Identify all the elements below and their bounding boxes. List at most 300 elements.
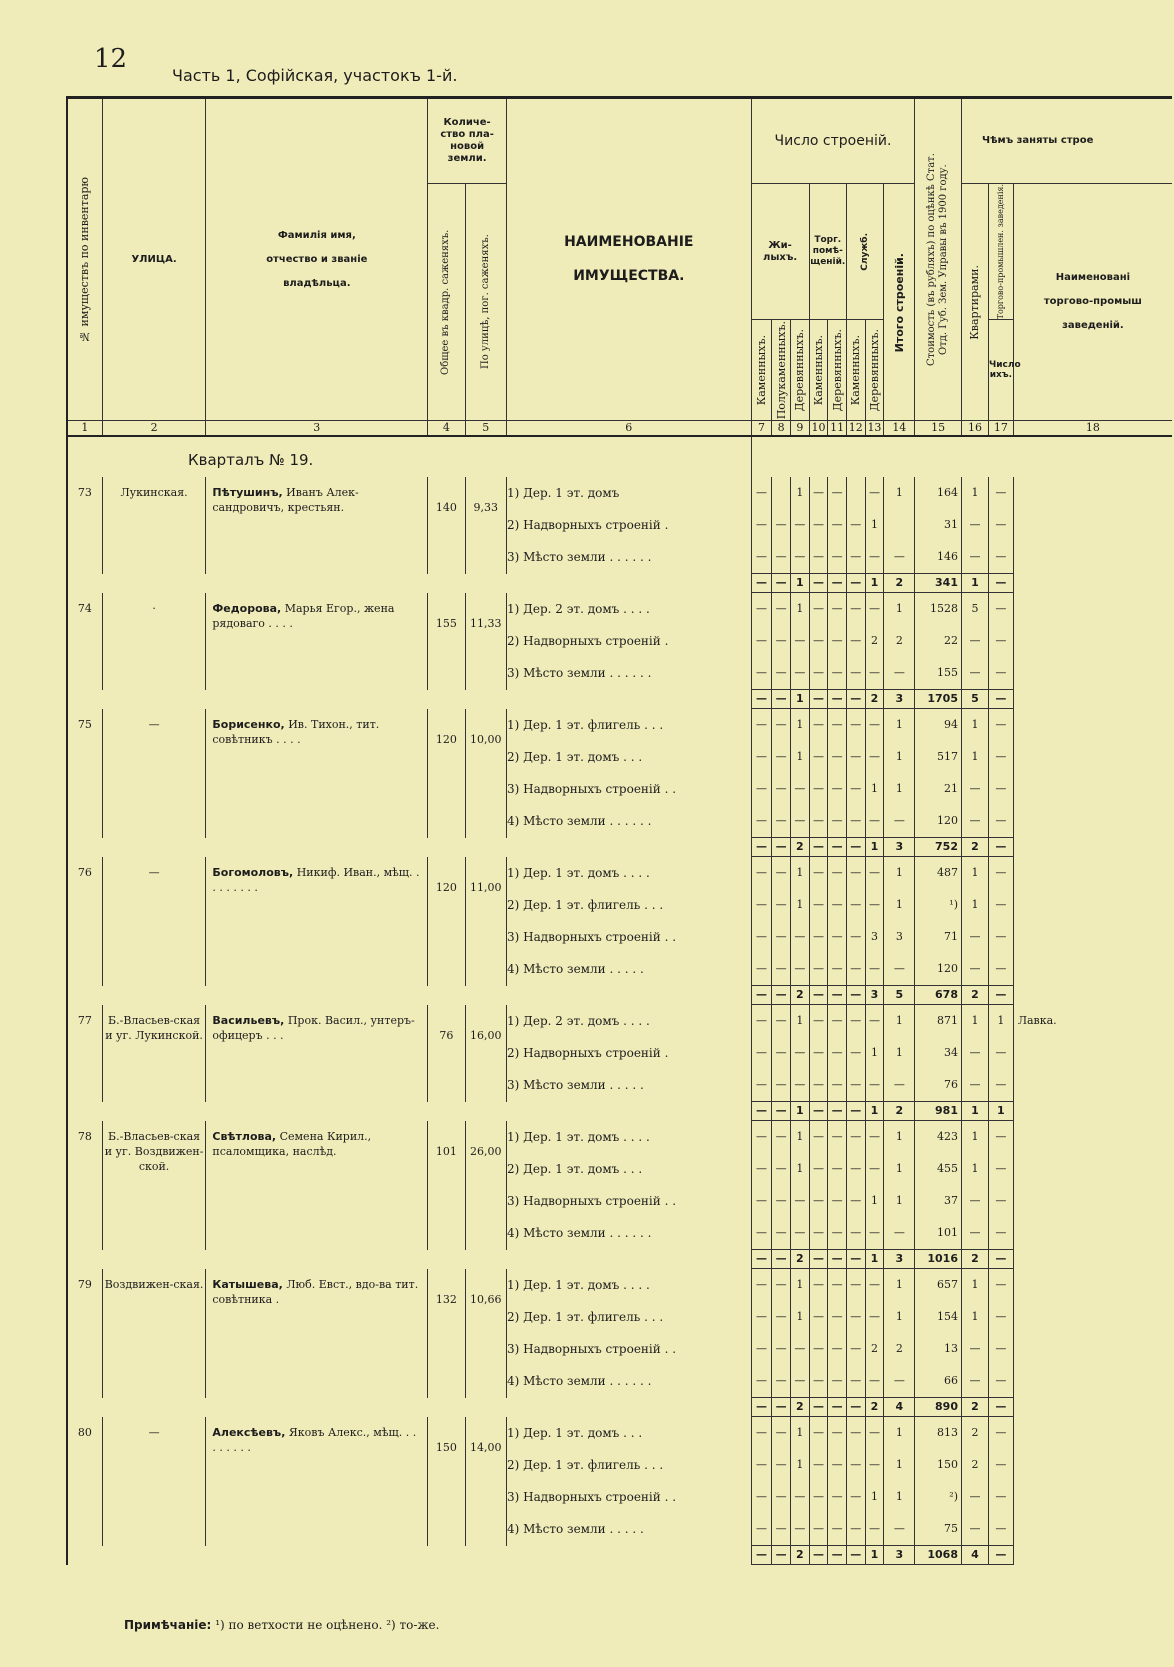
subtotal-spacer: [67, 1102, 751, 1121]
property-item-row: [67, 477, 1172, 509]
trade-name: [1013, 1269, 1172, 1302]
owner-cell: [206, 1417, 428, 1546]
subtotal-count: —: [809, 690, 828, 709]
header-trade-names: Наименовані торгово-промыш заведеній.: [1013, 184, 1172, 421]
building-count: —: [828, 477, 847, 509]
building-count: —: [865, 1513, 884, 1546]
subtotal-count: —: [772, 1250, 791, 1269]
building-count: 2: [884, 1333, 915, 1365]
subtotal-count: —: [809, 986, 828, 1005]
property-name: 2) Надворныхъ строеній .: [506, 625, 751, 657]
street-cell: —: [102, 1417, 206, 1546]
owner-details: Ив. Тихон., тит. совѣтникъ . . . .: [212, 717, 380, 746]
subtotal-count: —: [772, 838, 791, 857]
building-count: —: [865, 1005, 884, 1038]
cost-value: 423: [915, 1121, 962, 1154]
building-count: —: [828, 1333, 847, 1365]
subtotal-count: —: [772, 1398, 791, 1417]
owner-cell: [206, 593, 428, 690]
apartments-count: —: [962, 1333, 989, 1365]
trade-count: 1: [988, 1005, 1013, 1038]
building-count: —: [828, 741, 847, 773]
building-count: 1: [884, 741, 915, 773]
land-area: 155: [428, 593, 465, 690]
cost-value: 37: [915, 1185, 962, 1217]
inventory-number: 76: [67, 857, 102, 986]
subtotal-count: 2: [884, 1102, 915, 1121]
subtotal-count: —: [846, 1250, 865, 1269]
land-area: 150: [428, 1417, 465, 1546]
building-count: —: [809, 541, 828, 574]
property-name: 2) Надворныхъ строеній .: [506, 509, 751, 541]
building-count: —: [828, 657, 847, 690]
property-name: 2) Дер. 1 эт. флигель . . .: [506, 889, 751, 921]
building-count: 1: [865, 1185, 884, 1217]
building-count: —: [846, 1005, 865, 1038]
cost-value: 71: [915, 921, 962, 953]
subtotal-count: —: [828, 1250, 847, 1269]
trade-name: [1013, 1449, 1172, 1481]
column-number: 13: [865, 421, 884, 437]
subtotal-count: —: [751, 1102, 772, 1121]
land-frontage: 10,00: [465, 709, 506, 838]
trade-count: —: [988, 741, 1013, 773]
trade-name: [1013, 625, 1172, 657]
column-numbers-row: [67, 421, 1172, 437]
column-number: 6: [506, 421, 751, 437]
property-name: 2) Надворныхъ строеній .: [506, 1037, 751, 1069]
subtotal-count: 2: [790, 986, 809, 1005]
inventory-number: 74: [67, 593, 102, 690]
apartments-count: —: [962, 921, 989, 953]
building-count: —: [790, 1185, 809, 1217]
building-count: —: [751, 1481, 772, 1513]
trade-name: [1013, 1069, 1172, 1102]
building-count: 1: [884, 1121, 915, 1154]
building-count: —: [828, 1005, 847, 1038]
apartments-count: 5: [962, 593, 989, 626]
building-count: —: [846, 1037, 865, 1069]
subtotal-count: —: [846, 690, 865, 709]
trade-name: [1013, 857, 1172, 890]
subtotal-count: 2: [884, 574, 915, 593]
owner-cell: [206, 709, 428, 838]
building-count: —: [865, 1365, 884, 1398]
building-count: —: [828, 1365, 847, 1398]
building-count: —: [809, 1365, 828, 1398]
land-frontage: 10,66: [465, 1269, 506, 1398]
subtotal-trade: —: [988, 690, 1013, 709]
building-count: —: [828, 1449, 847, 1481]
subtotal-count: —: [809, 1546, 828, 1565]
column-number: 18: [1013, 421, 1172, 437]
inventory-number: 79: [67, 1269, 102, 1398]
trade-count: —: [988, 1069, 1013, 1102]
cost-value: 155: [915, 657, 962, 690]
building-count: —: [809, 773, 828, 805]
building-count: —: [809, 1005, 828, 1038]
subtotal-count: 2: [865, 1398, 884, 1417]
building-count: —: [846, 773, 865, 805]
building-count: —: [828, 1217, 847, 1250]
building-count: 1: [790, 1449, 809, 1481]
property-item-row: [67, 857, 1172, 890]
building-count: 1: [790, 857, 809, 890]
trade-name: [1013, 1217, 1172, 1250]
subtotal-count: 3: [884, 690, 915, 709]
subtotal-cost: 1068: [915, 1546, 962, 1565]
subtotal-apartments: 1: [962, 574, 989, 593]
property-name: 3) Надворныхъ строеній . .: [506, 773, 751, 805]
subtotal-row: [67, 1102, 1172, 1121]
property-name: 3) Мѣсто земли . . . . . .: [506, 541, 751, 574]
building-count: —: [809, 921, 828, 953]
owner-surname: Свѣтлова,: [212, 1129, 277, 1143]
building-count: —: [772, 1037, 791, 1069]
subtotal-count: 3: [884, 838, 915, 857]
building-count: —: [809, 805, 828, 838]
subtotal-count: —: [809, 574, 828, 593]
subtotal-count: 3: [865, 986, 884, 1005]
apartments-count: —: [962, 1513, 989, 1546]
building-count: —: [865, 1417, 884, 1450]
building-count: —: [751, 805, 772, 838]
subtotal-count: —: [809, 1250, 828, 1269]
building-count: 3: [865, 921, 884, 953]
subtotal-count: 1: [790, 574, 809, 593]
header-service: Служб.: [846, 184, 883, 320]
building-count: 1: [790, 1301, 809, 1333]
owner-cell: [206, 477, 428, 574]
owner-details: Семена Кирил., псаломщика, наслѣд.: [212, 1129, 372, 1158]
building-count: 1: [884, 1301, 915, 1333]
property-name: 2) Дер. 1 эт. флигель . . .: [506, 1449, 751, 1481]
building-count: —: [790, 805, 809, 838]
building-count: —: [809, 1513, 828, 1546]
trade-count: —: [988, 921, 1013, 953]
property-name: 1) Дер. 1 эт. домъ . . .: [506, 1417, 751, 1450]
building-count: —: [751, 657, 772, 690]
apartments-count: 2: [962, 1449, 989, 1481]
building-count: —: [772, 741, 791, 773]
subtotal-row: [67, 986, 1172, 1005]
trade-count: —: [988, 1185, 1013, 1217]
land-frontage: 14,00: [465, 1417, 506, 1546]
subtotal-row: [67, 1546, 1172, 1565]
subtotal-count: —: [828, 1398, 847, 1417]
apartments-count: —: [962, 1365, 989, 1398]
building-count: —: [846, 509, 865, 541]
building-count: —: [809, 1269, 828, 1302]
property-name: 1) Дер. 1 эт. домъ . . . .: [506, 1121, 751, 1154]
building-count: —: [751, 773, 772, 805]
trade-count: —: [988, 593, 1013, 626]
building-count: —: [828, 921, 847, 953]
building-count: —: [846, 953, 865, 986]
building-count: —: [790, 1481, 809, 1513]
building-count: —: [884, 1217, 915, 1250]
building-count: —: [865, 857, 884, 890]
building-count: 1: [790, 593, 809, 626]
subtotal-blank: [1013, 1546, 1172, 1565]
apartments-count: —: [962, 1069, 989, 1102]
building-count: —: [846, 921, 865, 953]
building-count: —: [884, 1513, 915, 1546]
subtotal-count: —: [751, 838, 772, 857]
page-title: Часть 1, Софійская, участокъ 1-й.: [172, 66, 458, 85]
trade-name: [1013, 1153, 1172, 1185]
trade-count: —: [988, 1513, 1013, 1546]
building-count: —: [751, 857, 772, 890]
building-count: —: [809, 1449, 828, 1481]
subtotal-apartments: 5: [962, 690, 989, 709]
subtotal-spacer: [67, 1398, 751, 1417]
owner-details: Иванъ Алек-сандровичъ, крестьян.: [212, 486, 359, 515]
building-count: —: [751, 1301, 772, 1333]
building-count: —: [809, 657, 828, 690]
building-count: —: [846, 1269, 865, 1302]
building-count: 1: [884, 1481, 915, 1513]
building-count: —: [772, 1365, 791, 1398]
building-count: —: [884, 805, 915, 838]
street-cell: Лукинская.: [102, 477, 206, 574]
building-count: —: [772, 1301, 791, 1333]
subtotal-count: —: [846, 986, 865, 1005]
building-count: —: [828, 1153, 847, 1185]
building-count: —: [772, 657, 791, 690]
trade-count: —: [988, 1481, 1013, 1513]
building-count: —: [828, 1185, 847, 1217]
building-count: 1: [790, 741, 809, 773]
subtotal-cost: 752: [915, 838, 962, 857]
trade-count: —: [988, 1121, 1013, 1154]
building-count: —: [809, 509, 828, 541]
building-count: —: [846, 741, 865, 773]
header-trade-est: Торгово-промышлен. заведенія.: [988, 184, 1013, 320]
building-count: —: [828, 773, 847, 805]
trade-name: [1013, 889, 1172, 921]
subtotal-apartments: 1: [962, 1102, 989, 1121]
header-street: УЛИЦА.: [102, 98, 206, 421]
subtotal-count: —: [828, 574, 847, 593]
apartments-count: 1: [962, 889, 989, 921]
building-count: —: [790, 625, 809, 657]
building-count: —: [884, 541, 915, 574]
building-count: —: [865, 1121, 884, 1154]
building-count: 1: [884, 1005, 915, 1038]
building-count: —: [751, 1365, 772, 1398]
trade-name: [1013, 921, 1172, 953]
trade-count: —: [988, 773, 1013, 805]
building-count: —: [772, 857, 791, 890]
property-item-row: [67, 709, 1172, 742]
apartments-count: —: [962, 625, 989, 657]
building-count: —: [809, 477, 828, 509]
owner-details: Люб. Евст., вдо-ва тит. совѣтника .: [212, 1277, 419, 1306]
cost-value: 66: [915, 1365, 962, 1398]
subtotal-count: —: [751, 1398, 772, 1417]
trade-count: —: [988, 889, 1013, 921]
building-count: —: [865, 541, 884, 574]
register-body: [67, 436, 1172, 1565]
cost-value: ¹): [915, 889, 962, 921]
inventory-number: 80: [67, 1417, 102, 1546]
trade-count: —: [988, 857, 1013, 890]
column-number: 10: [809, 421, 828, 437]
building-count: 3: [884, 921, 915, 953]
building-count: —: [809, 1185, 828, 1217]
property-name: 1) Дер. 1 эт. домъ: [506, 477, 751, 509]
building-count: 1: [884, 857, 915, 890]
cost-value: 146: [915, 541, 962, 574]
building-count: —: [809, 709, 828, 742]
trade-name: [1013, 1301, 1172, 1333]
subtotal-cost: 1705: [915, 690, 962, 709]
building-count: —: [772, 1005, 791, 1038]
cost-value: 31: [915, 509, 962, 541]
building-count: —: [809, 1121, 828, 1154]
building-count: —: [846, 1365, 865, 1398]
building-count: —: [751, 593, 772, 626]
land-frontage: 11,33: [465, 593, 506, 690]
subtotal-count: 2: [790, 1398, 809, 1417]
subtotal-count: —: [828, 838, 847, 857]
apartments-count: 2: [962, 1417, 989, 1450]
cost-value: 487: [915, 857, 962, 890]
owner-surname: Борисенко,: [212, 717, 285, 731]
building-count: —: [828, 1513, 847, 1546]
building-count: —: [884, 953, 915, 986]
building-count: —: [865, 1217, 884, 1250]
subtotal-count: —: [846, 574, 865, 593]
land-frontage: 16,00: [465, 1005, 506, 1102]
subtotal-spacer: [67, 574, 751, 593]
building-count: —: [772, 1185, 791, 1217]
header-occupied: Чѣмъ заняты строе: [962, 98, 1173, 184]
building-count: 1: [865, 773, 884, 805]
subtotal-apartments: 2: [962, 838, 989, 857]
column-number: 11: [828, 421, 847, 437]
inventory-number: 73: [67, 477, 102, 574]
building-count: 1: [884, 477, 915, 509]
trade-count: —: [988, 1217, 1013, 1250]
property-item-row: [67, 1417, 1172, 1450]
building-count: —: [751, 1449, 772, 1481]
subtotal-trade: —: [988, 986, 1013, 1005]
property-name: 1) Дер. 1 эт. флигель . . .: [506, 709, 751, 742]
land-area: 140: [428, 477, 465, 574]
building-count: —: [751, 1417, 772, 1450]
building-count: —: [865, 1153, 884, 1185]
street-cell: Б.-Власьев-ская и уг. Воздвижен-ской.: [102, 1121, 206, 1250]
trade-name: [1013, 1185, 1172, 1217]
building-count: —: [846, 805, 865, 838]
property-name: 3) Надворныхъ строеній . .: [506, 1333, 751, 1365]
trade-name: [1013, 1121, 1172, 1154]
subtotal-trade: —: [988, 574, 1013, 593]
apartments-count: 1: [962, 477, 989, 509]
cost-value: 22: [915, 625, 962, 657]
building-count: —: [809, 889, 828, 921]
building-count: 1: [884, 773, 915, 805]
header-land: Количе-ство пла-новой земли.: [428, 98, 507, 184]
cost-value: 34: [915, 1037, 962, 1069]
subtotal-apartments: 2: [962, 986, 989, 1005]
building-count: 1: [884, 1449, 915, 1481]
land-area: 120: [428, 857, 465, 986]
cost-value: 120: [915, 805, 962, 838]
trade-name: [1013, 509, 1172, 541]
building-count: —: [865, 477, 884, 509]
subtotal-spacer: [67, 986, 751, 1005]
subtotal-count: 1: [865, 1102, 884, 1121]
column-number: 1: [67, 421, 102, 437]
building-count: 1: [790, 1121, 809, 1154]
building-count: —: [865, 1069, 884, 1102]
subtotal-apartments: 4: [962, 1546, 989, 1565]
building-count: —: [751, 1513, 772, 1546]
column-number: 14: [884, 421, 915, 437]
subtotal-row: [67, 574, 1172, 593]
cost-value: 154: [915, 1301, 962, 1333]
land-frontage: 26,00: [465, 1121, 506, 1250]
subtotal-count: 1: [865, 1250, 884, 1269]
subtotal-count: —: [772, 574, 791, 593]
building-count: —: [828, 889, 847, 921]
column-number: 17: [988, 421, 1013, 437]
building-count: —: [772, 1069, 791, 1102]
cost-value: 76: [915, 1069, 962, 1102]
trade-count: —: [988, 477, 1013, 509]
trade-count: —: [988, 1301, 1013, 1333]
cost-value: 150: [915, 1449, 962, 1481]
property-name: 2) Дер. 1 эт. домъ . . .: [506, 741, 751, 773]
subtotal-apartments: 2: [962, 1398, 989, 1417]
subtotal-blank: [1013, 1102, 1172, 1121]
building-count: —: [772, 1217, 791, 1250]
column-number: 5: [465, 421, 506, 437]
building-count: —: [751, 509, 772, 541]
building-count: 1: [884, 709, 915, 742]
subtotal-count: —: [846, 838, 865, 857]
building-count: —: [846, 1185, 865, 1217]
property-item-row: [67, 1269, 1172, 1302]
building-count: [846, 477, 865, 509]
owner-surname: Алексѣевъ,: [212, 1425, 286, 1439]
column-number: 2: [102, 421, 206, 437]
building-count: —: [751, 1005, 772, 1038]
building-count: —: [828, 625, 847, 657]
owner-details: Яковъ Алекс., мѣщ. . . . . . . . .: [212, 1425, 417, 1454]
subtotal-trade: 1: [988, 1102, 1013, 1121]
trade-name: [1013, 741, 1172, 773]
building-count: —: [751, 1269, 772, 1302]
subtotal-cost: 678: [915, 986, 962, 1005]
building-count: —: [790, 1365, 809, 1398]
subtotal-count: —: [828, 1102, 847, 1121]
subtotal-count: —: [846, 1398, 865, 1417]
subtotal-count: —: [772, 690, 791, 709]
building-count: —: [828, 509, 847, 541]
building-count: —: [751, 541, 772, 574]
building-count: —: [772, 1121, 791, 1154]
building-count: 1: [790, 1269, 809, 1302]
cost-value: 871: [915, 1005, 962, 1038]
trade-name: [1013, 1037, 1172, 1069]
subtotal-count: —: [751, 986, 772, 1005]
column-number: 15: [915, 421, 962, 437]
property-name: 3) Надворныхъ строеній . .: [506, 921, 751, 953]
